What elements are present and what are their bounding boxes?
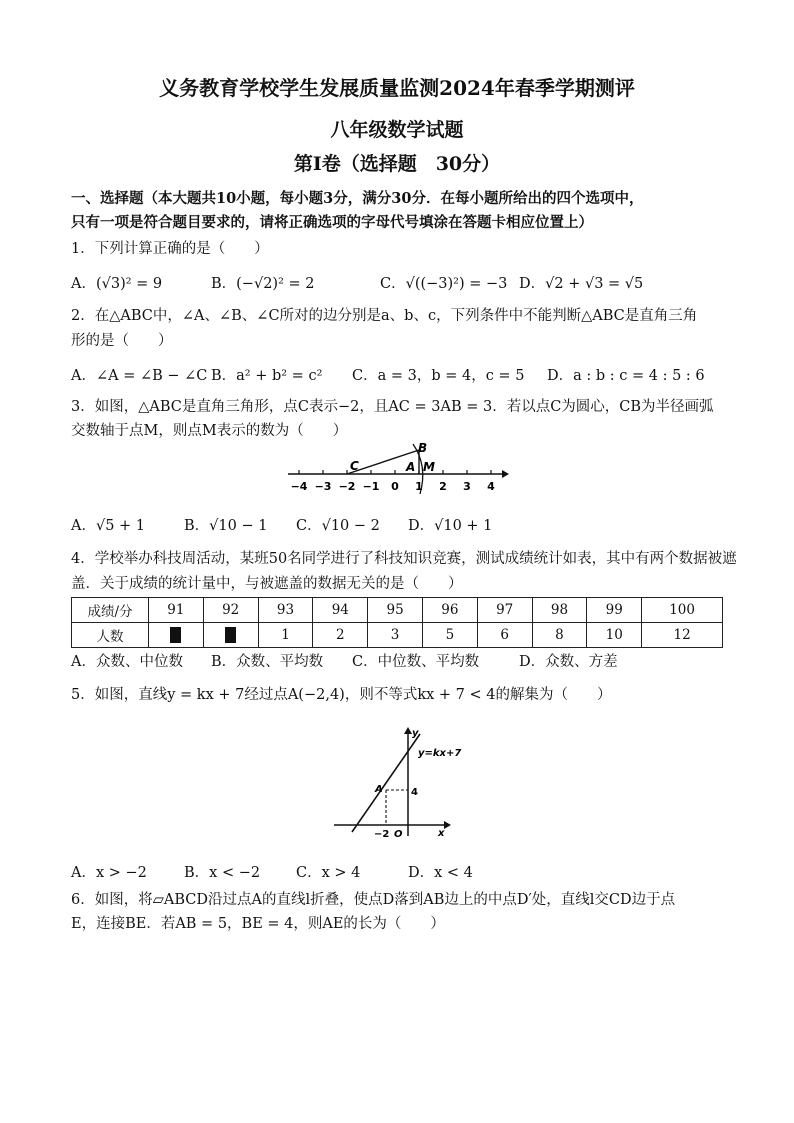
table-cell: 3	[368, 623, 423, 648]
tick-label: 4	[487, 480, 495, 493]
option-c: C．√10 − 2	[296, 518, 380, 534]
covered-cell	[149, 623, 204, 648]
x-axis-label: x	[438, 828, 445, 839]
table-row-scores	[72, 598, 723, 623]
label-b: B	[418, 441, 428, 455]
table-cell: 95	[368, 598, 423, 623]
value-4-label: 4	[411, 787, 418, 798]
table-cell: 100	[642, 598, 723, 623]
tick-label: 0	[391, 480, 399, 493]
cover-block	[170, 627, 181, 643]
x-axis-arrow	[444, 821, 451, 829]
tick-label: −4	[290, 480, 308, 493]
option-a: A．(√3)² = 9	[71, 276, 163, 292]
origin-label: O	[394, 829, 403, 840]
option-c: C．√((−3)²) = −3	[380, 276, 508, 292]
table-cell: 92	[203, 598, 258, 623]
table-cell: 94	[313, 598, 368, 623]
option-d: D．众数、方差	[519, 654, 618, 670]
row-header: 成绩/分	[72, 598, 149, 623]
tick-label: −2	[338, 480, 356, 493]
line-label: y=kx+7	[418, 748, 462, 759]
tick-label: 2	[439, 480, 447, 493]
value-neg2-label: −2	[374, 829, 390, 840]
label-a: A	[406, 460, 416, 474]
label-c: C	[350, 459, 359, 473]
option-c: C．中位数、平均数	[352, 654, 480, 670]
option-a: A．x > −2	[71, 865, 147, 881]
table-cell: 8	[532, 623, 587, 648]
question-stem-line-1: 3．如图，△ABC是直角三角形，点C表示−2，且AC = 3AB = 3．若以点C为圆心，CB为半径画弧	[71, 399, 714, 415]
option-d: D．√10 + 1	[408, 518, 493, 534]
axis-arrow	[502, 470, 509, 478]
exam-title: 义务教育学校学生发展质量监测2024年春季学期测评	[159, 76, 635, 100]
option-a: A．∠A = ∠B − ∠C	[71, 368, 208, 384]
option-b: B．(−√2)² = 2	[211, 276, 315, 292]
question-stem-line-1: 2．在△ABC中，∠A、∠B、∠C所对的边分别是a、b、c，下列条件中不能判断△ABC是直角三角	[71, 308, 698, 324]
table-cell: 98	[532, 598, 587, 623]
question-stem-line-1: 6．如图，将▱ABCD沿过点A的直线l折叠，使点D落到AB边上的中点D′处，直线l交CD边于点	[71, 892, 676, 908]
option-b: B．众数、平均数	[211, 654, 324, 670]
table-cell: 99	[587, 598, 642, 623]
label-m: M	[423, 460, 435, 474]
table-cell: 6	[477, 623, 532, 648]
covered-cell	[203, 623, 258, 648]
option-a: A．√5 + 1	[71, 518, 146, 534]
part-heading: 第Ⅰ卷（选择题 30分）	[293, 153, 501, 175]
question-stem-line-2: 形的是（ ）	[71, 333, 173, 349]
row-header: 人数	[72, 623, 149, 648]
instruction-line-1: 一、选择题（本大题共10小题，每小题3分，满分30分．在每小题所给出的四个选项中，	[71, 190, 644, 207]
table-cell: 93	[258, 598, 313, 623]
number-line-figure	[280, 440, 510, 498]
option-c: C．x > 4	[296, 865, 361, 881]
table-cell: 2	[313, 623, 368, 648]
question-stem-line-2: E，连接BE．若AB = 5，BE = 4，则AE的长为（ ）	[71, 916, 445, 932]
table-cell: 97	[477, 598, 532, 623]
option-a: A．众数、中位数	[71, 654, 183, 670]
question-stem-line-1: 4．学校举办科技周活动，某班50名同学进行了科技知识竞赛，测试成绩统计如表，其中有两个数据被遮	[71, 551, 737, 567]
tick-label: 3	[463, 480, 471, 493]
y-axis-label: y	[412, 728, 419, 739]
table-cell: 96	[422, 598, 477, 623]
tick-label: 1	[415, 480, 423, 493]
y-axis-arrow	[404, 727, 412, 734]
option-b: B．√10 − 1	[184, 518, 268, 534]
table-row-counts	[72, 623, 723, 648]
tick-label: −1	[362, 480, 380, 493]
option-b: B．x < −2	[184, 865, 261, 881]
table-cell: 12	[642, 623, 723, 648]
option-c: C．a = 3，b = 4，c = 5	[352, 368, 525, 384]
question-stem: 1．下列计算正确的是（ ）	[71, 241, 269, 257]
exam-subtitle: 八年级数学试题	[330, 119, 464, 141]
option-b: B．a² + b² = c²	[211, 368, 323, 384]
score-table	[71, 597, 723, 648]
table-cell: 10	[587, 623, 642, 648]
point-a-label: A	[375, 784, 383, 795]
question-stem-line-2: 交数轴于点M，则点M表示的数为（ ）	[71, 423, 348, 439]
option-d: D．a : b : c = 4 : 5 : 6	[547, 368, 705, 384]
tick-label: −3	[314, 480, 332, 493]
linear-function-figure	[320, 722, 465, 842]
table-cell: 1	[258, 623, 313, 648]
cover-block	[225, 627, 236, 643]
instruction-line-2: 只有一项是符合题目要求的，请将正确选项的字母代号填涂在答题卡相应位置上）	[71, 214, 593, 231]
question-stem: 5．如图，直线y = kx + 7经过点A(−2,4)，则不等式kx + 7 < 4的解集为（ ）	[71, 687, 612, 703]
table-cell: 91	[149, 598, 204, 623]
table-cell: 5	[422, 623, 477, 648]
option-d: D．√2 + √3 = √5	[519, 276, 644, 292]
option-d: D．x < 4	[408, 865, 473, 881]
question-stem-line-2: 盖．关于成绩的统计量中，与被遮盖的数据无关的是（ ）	[71, 576, 463, 592]
